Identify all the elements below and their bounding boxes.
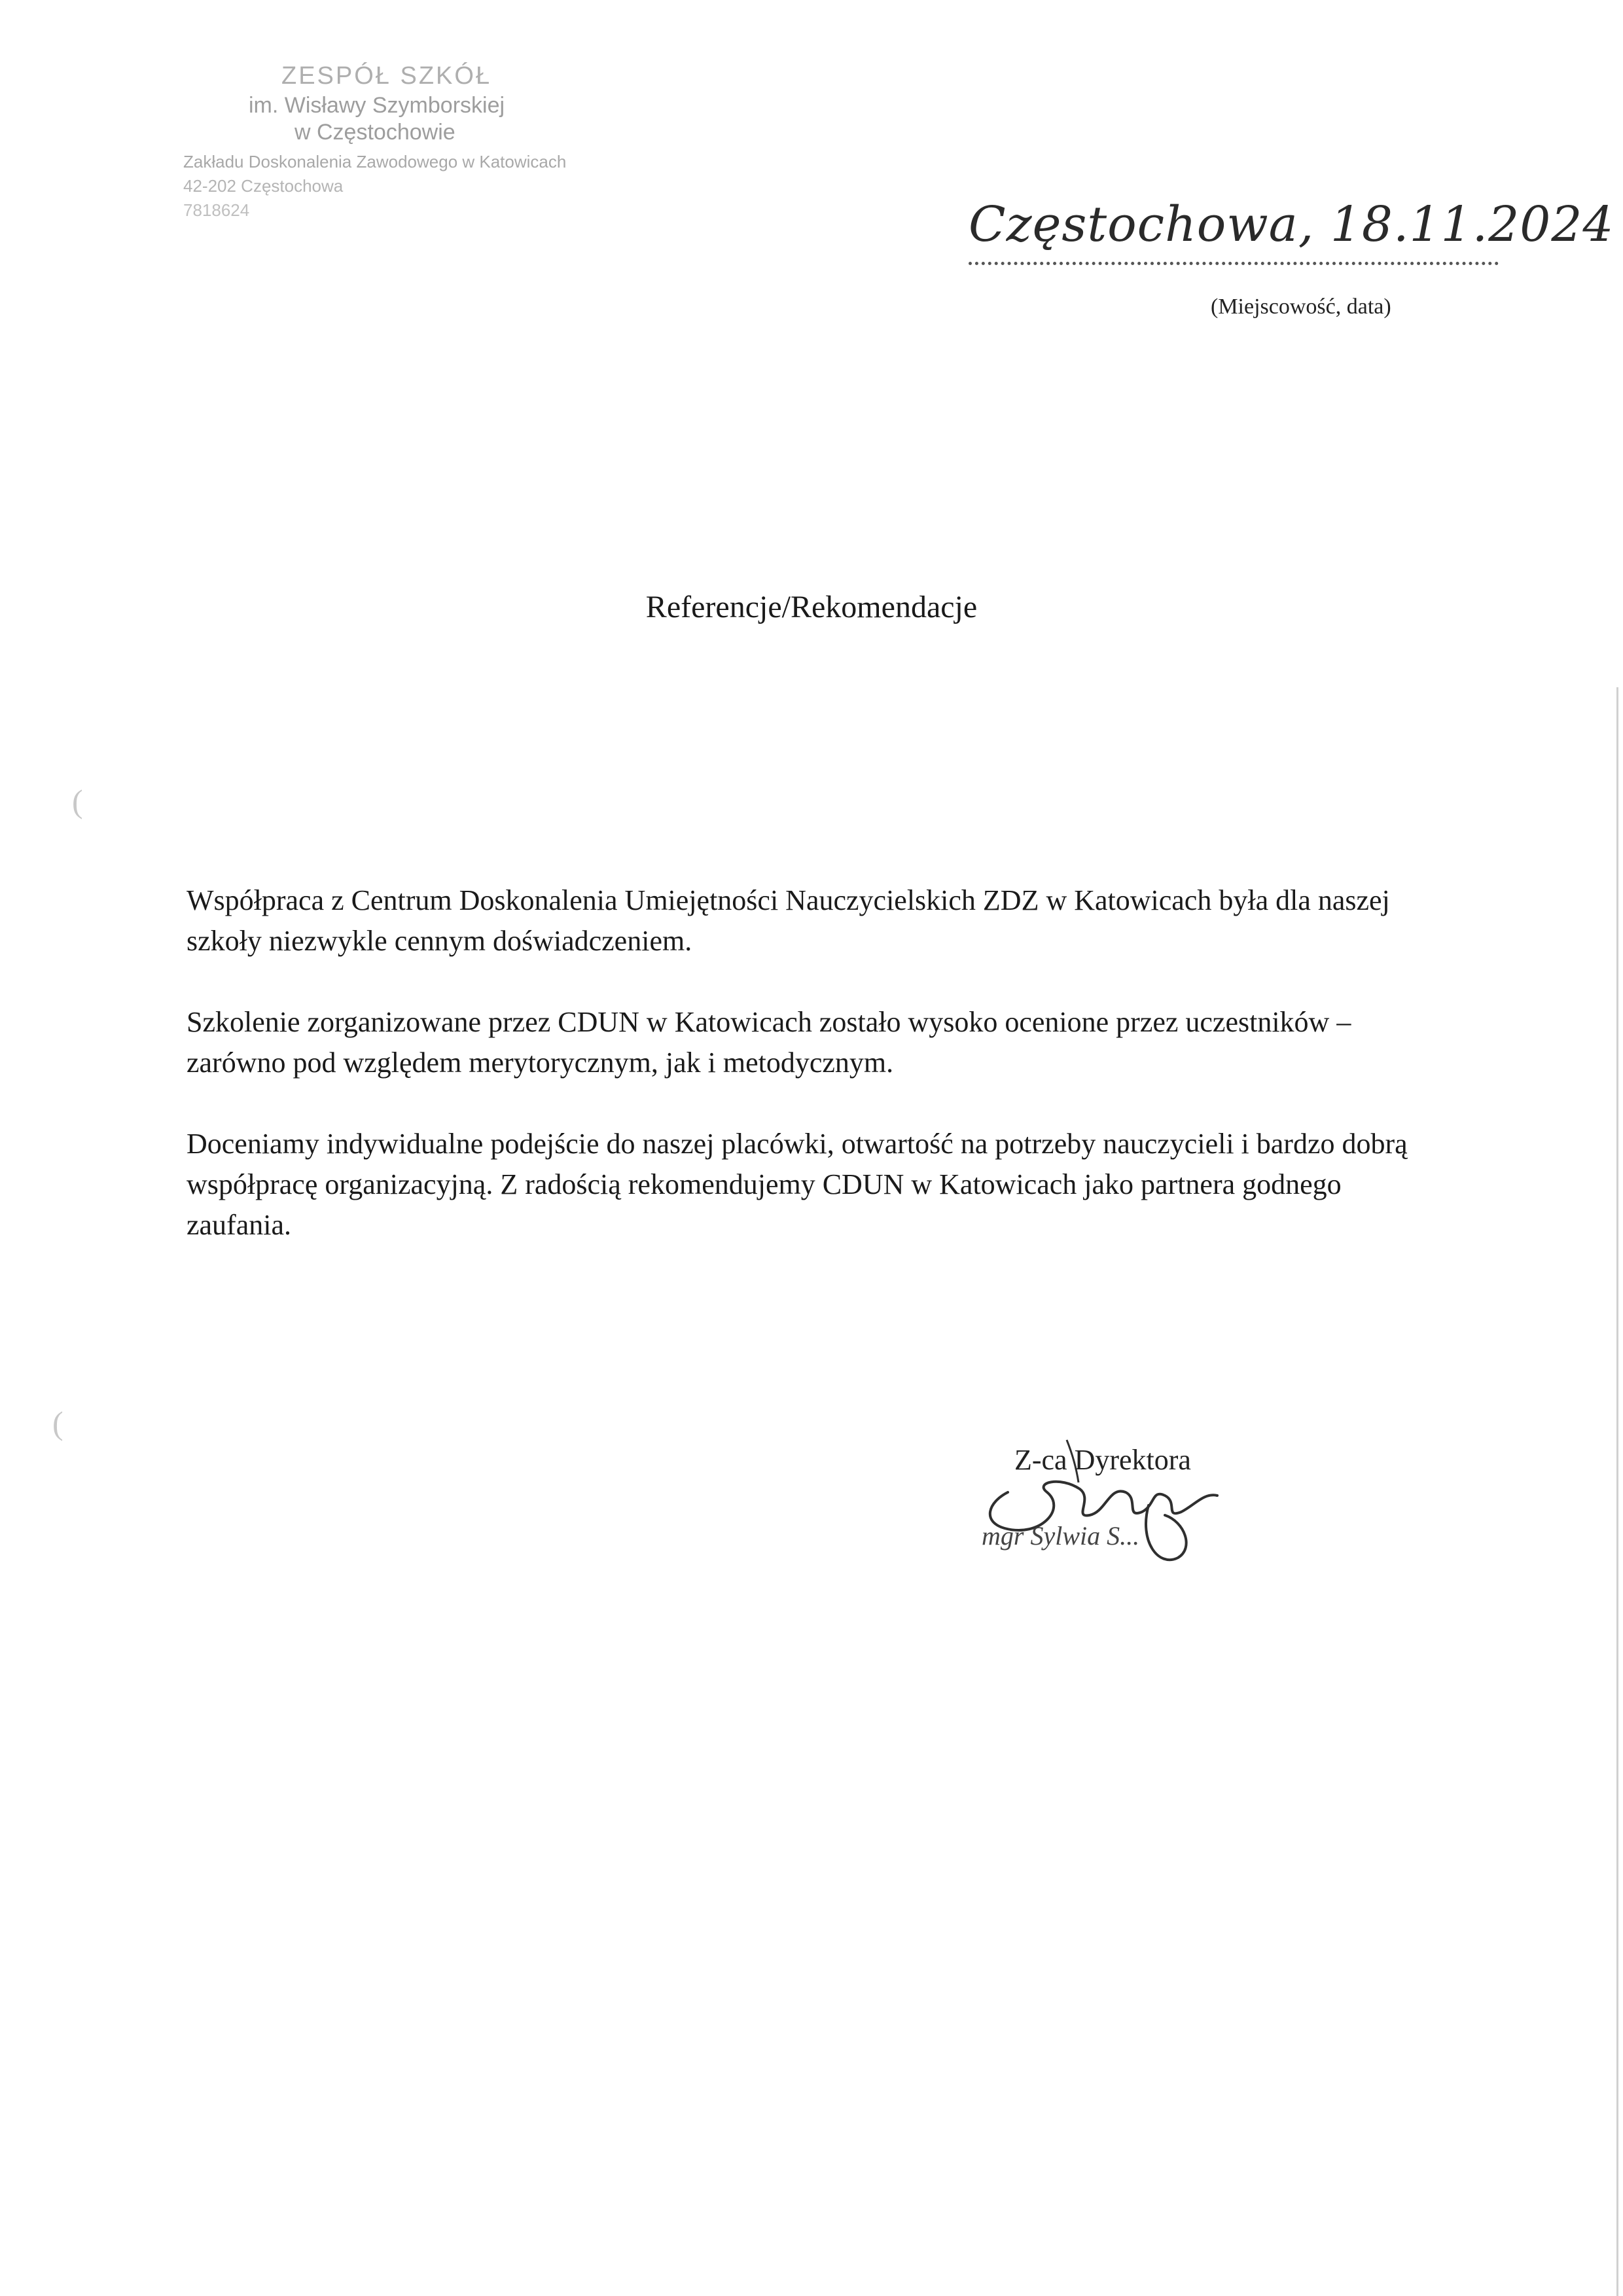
signature-block [969, 1430, 1335, 1600]
place-date-caption: (Miejscowość, data) [1211, 295, 1391, 319]
signatory-name: mgr Sylwia S... [982, 1521, 1140, 1551]
scan-mark: ( [72, 783, 83, 819]
place-date-block [969, 196, 1614, 319]
stamp-line-owner: Zakładu Doskonalenia Zawodowego w Katowicach [183, 152, 567, 171]
stamp-line-address: 42-202 Częstochowa [183, 176, 344, 196]
paragraph-training: Szkolenie zorganizowane przez CDUN w Katowicach zostało wysoko ocenione przez uczestników – zarówno pod względem merytorycznym, jak i metodycznym. [187, 1006, 1351, 1079]
paragraph-recommendation: Doceniamy indywidualne podejście do naszej placówki, otwartość na potrzeby nauczycieli i bardzo dobrą współpracę organizacyjną. Z radością rekomendujemy CDUN w Katowicach jako partnera godnego zaufania. [187, 1128, 1408, 1241]
stamp-line-city: w Częstochowie [294, 120, 455, 145]
stamp-line-patron: im. Wisławy Szymborskiej [249, 93, 505, 118]
document-title: Referencje/Rekomendacje [645, 590, 978, 624]
place-date-handwritten: Częstochowa, 18.11.2024 [969, 196, 1614, 253]
stamp-line-phone: 7818624 [183, 200, 250, 220]
stamp-line-school: ZESPÓŁ SZKÓŁ [281, 62, 492, 90]
scan-edge-line [1616, 687, 1618, 2296]
school-stamp [164, 62, 622, 221]
letter-body [187, 880, 1430, 1286]
signatory-role: Z-ca Dyrektora [1014, 1444, 1191, 1476]
dotted-line [969, 262, 1499, 265]
paragraph-cooperation: Współpraca z Centrum Doskonalenia Umiejętności Nauczycielskich ZDZ w Katowicach była dla naszej szkoły niezwykle cennym doświadczeniem. [187, 884, 1390, 957]
scan-mark: ( [52, 1405, 63, 1441]
